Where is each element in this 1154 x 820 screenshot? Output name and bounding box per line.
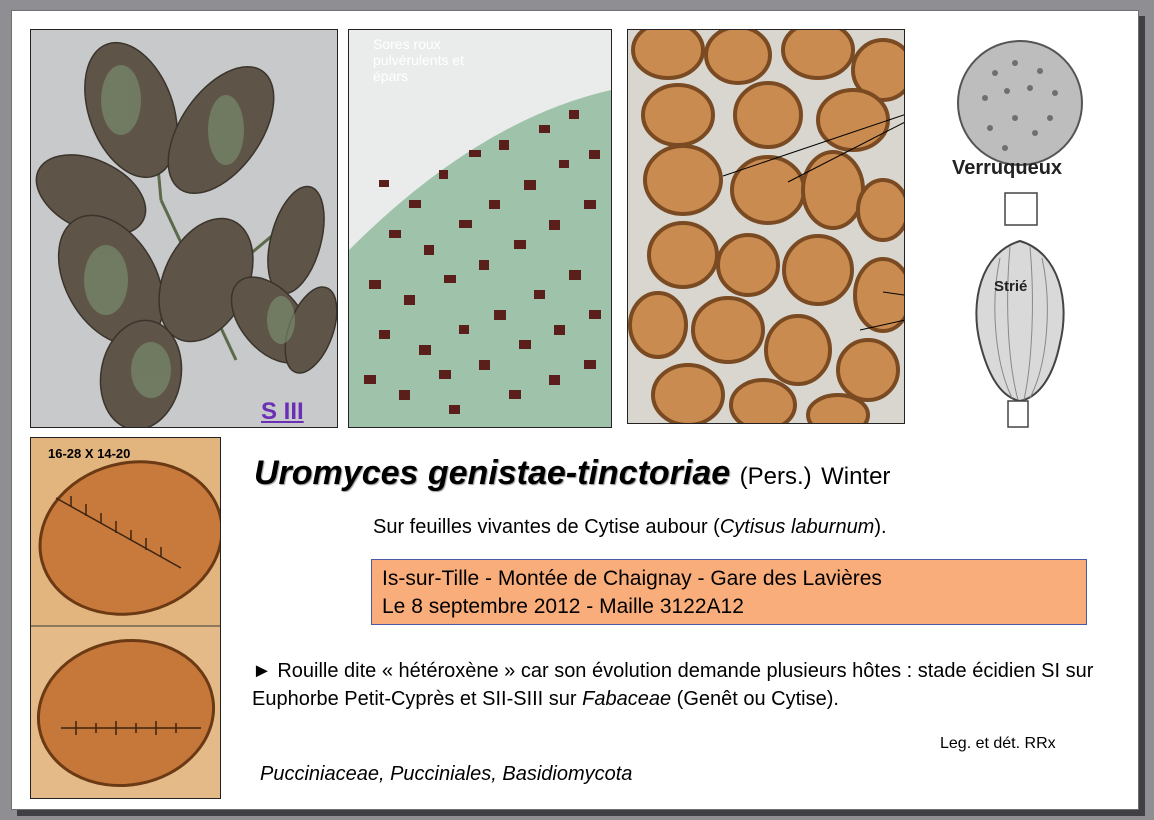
- sores-caption: Sores roux pulvérulents et épars: [373, 36, 465, 84]
- verrucose-label: Verruqueux: [952, 157, 1063, 179]
- taxonomy-line: Pucciniaceae, Pucciniales, Basidiomycota: [260, 763, 633, 785]
- host-suffix: ).: [874, 516, 887, 538]
- species-title: [254, 454, 890, 493]
- host-line: [373, 516, 887, 539]
- leaf-photo: [30, 29, 338, 428]
- s3-caption: S III: [261, 398, 304, 425]
- note-latin: Fabaceae: [582, 688, 672, 710]
- species-author-paren: (Pers.): [739, 463, 812, 490]
- species-author: Winter: [821, 463, 891, 490]
- note-text: ► Rouille dite « hétéroxène » car son évolution demande plusieurs hôtes : stade écidien SI sur Euphorbe Petit-Cyprès et SII-SIII sur: [252, 660, 1094, 710]
- location-line-2: Le 8 septembre 2012 - Maille 3122A12: [382, 595, 744, 618]
- heteroecious-note: [252, 657, 1132, 713]
- verrucose-spore-drawing: [945, 33, 1095, 228]
- spores-photo: [627, 29, 905, 424]
- host-prefix: Sur feuilles vivantes de Cytise aubour (: [373, 516, 720, 538]
- striate-label: Strié: [994, 278, 1028, 295]
- measurement-caption: 16-28 X 14-20: [48, 446, 131, 461]
- striate-spore-drawing: [960, 233, 1080, 428]
- slide: [11, 10, 1139, 810]
- species-name: Uromyces genistae-tinctoriae: [254, 454, 731, 492]
- note-suffix: (Genêt ou Cytise).: [671, 688, 839, 710]
- location-box: [371, 559, 1087, 625]
- credit-line: Leg. et dét. RRx: [940, 735, 1056, 752]
- sores-photo: [348, 29, 612, 428]
- micro-photo: [30, 437, 221, 799]
- location-line-1: Is-sur-Tille - Montée de Chaignay - Gare des Lavières: [382, 567, 882, 590]
- host-latin: Cytisus laburnum: [719, 516, 875, 538]
